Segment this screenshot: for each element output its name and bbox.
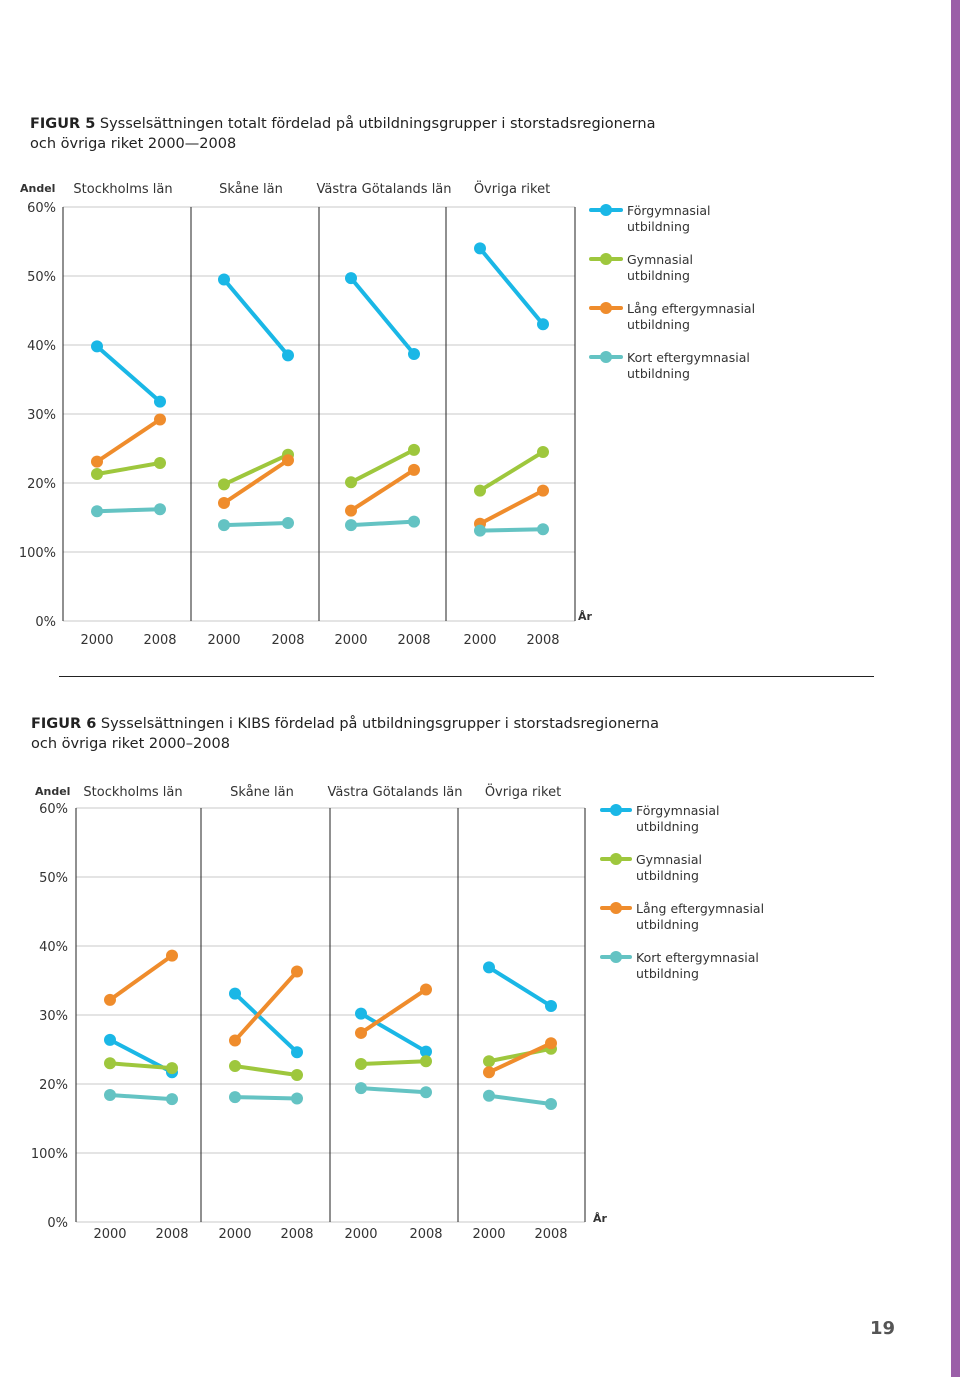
- legend-label-line: utbildning: [627, 366, 690, 381]
- panel-label-skane-lan: Skåne län: [219, 182, 283, 197]
- x-tick-label: 2000: [207, 633, 241, 648]
- legend-swatch-dot: [600, 351, 612, 363]
- x-tick-label: 2000: [463, 633, 497, 648]
- legend-label-gymnasial-utbildning: [636, 852, 702, 883]
- legend-label-lang-eftergymnasial-utbildning: [636, 901, 764, 932]
- data-point-gymnasial-utbildning: [104, 1057, 116, 1069]
- series-line-lang-eftergymnasial-utbildning: [97, 420, 160, 462]
- legend-swatch-dot: [600, 253, 612, 265]
- x-tick-label: 2000: [472, 1227, 506, 1242]
- series-line-kort-eftergymnasial-utbildning: [224, 523, 288, 525]
- data-point-lang-eftergymnasial-utbildning: [483, 1066, 495, 1078]
- y-tick-label: 100%: [30, 1147, 68, 1162]
- figure-5-label: FIGUR 5: [30, 116, 96, 132]
- y-tick-label: 40%: [27, 339, 56, 354]
- x-tick-label: 2008: [526, 633, 560, 648]
- x-tick-label: 2000: [93, 1227, 127, 1242]
- y-tick-label: 40%: [39, 940, 68, 955]
- y-tick-label: 50%: [39, 871, 68, 886]
- page-number: 19: [870, 1318, 896, 1339]
- legend-label-line: Kort eftergymnasial: [636, 950, 759, 965]
- legend-label-forgymnasial-utbildning: [636, 803, 720, 834]
- panel-label-vastra-gotalands-lan: Västra Götalands län: [316, 182, 452, 197]
- data-point-lang-eftergymnasial-utbildning: [355, 1027, 367, 1039]
- data-point-kort-eftergymnasial-utbildning: [104, 1089, 116, 1101]
- data-point-gymnasial-utbildning: [474, 485, 486, 497]
- series-line-kort-eftergymnasial-utbildning: [489, 1096, 551, 1104]
- legend-swatch-dot: [610, 902, 622, 914]
- legend-swatch-dot: [610, 804, 622, 816]
- legend-label-line: Förgymnasial: [636, 803, 720, 818]
- panel-label-stockholms-lan: Stockholms län: [73, 182, 173, 197]
- series-line-lang-eftergymnasial-utbildning: [235, 972, 297, 1041]
- data-point-kort-eftergymnasial-utbildning: [91, 505, 103, 517]
- y-axis-title: Andel: [35, 785, 71, 798]
- panel-label-vastra-gotalands-lan: Västra Götalands län: [327, 785, 463, 800]
- data-point-gymnasial-utbildning: [229, 1060, 241, 1072]
- legend-label-line: Förgymnasial: [627, 203, 711, 218]
- x-tick-label: 2008: [143, 633, 177, 648]
- y-tick-label: 20%: [39, 1078, 68, 1093]
- data-point-kort-eftergymnasial-utbildning: [483, 1090, 495, 1102]
- x-tick-label: 2008: [271, 633, 305, 648]
- data-point-kort-eftergymnasial-utbildning: [355, 1082, 367, 1094]
- panel-label-ovriga-riket: Övriga riket: [484, 785, 562, 800]
- x-tick-label: 2008: [155, 1227, 189, 1242]
- data-point-forgymnasial-utbildning: [483, 961, 495, 973]
- data-point-forgymnasial-utbildning: [355, 1008, 367, 1020]
- legend-label-line: utbildning: [627, 268, 690, 283]
- legend-label-line: utbildning: [636, 966, 699, 981]
- legend-label-gymnasial-utbildning: [627, 252, 693, 283]
- data-point-gymnasial-utbildning: [355, 1058, 367, 1070]
- legend-label-line: utbildning: [636, 868, 699, 883]
- y-tick-label: 60%: [27, 201, 56, 216]
- legend-label-line: Gymnasial: [636, 852, 702, 867]
- data-point-kort-eftergymnasial-utbildning: [545, 1098, 557, 1110]
- legend-label-line: Lång eftergymnasial: [636, 901, 765, 916]
- series-line-forgymnasial-utbildning: [351, 278, 414, 354]
- data-point-kort-eftergymnasial-utbildning: [166, 1093, 178, 1105]
- series-line-gymnasial-utbildning: [235, 1066, 297, 1075]
- figure-6-title: [31, 714, 659, 754]
- series-line-lang-eftergymnasial-utbildning: [361, 989, 426, 1032]
- series-line-kort-eftergymnasial-utbildning: [361, 1088, 426, 1092]
- data-point-kort-eftergymnasial-utbildning: [291, 1092, 303, 1104]
- data-point-forgymnasial-utbildning: [229, 988, 241, 1000]
- series-line-gymnasial-utbildning: [110, 1063, 172, 1068]
- data-point-kort-eftergymnasial-utbildning: [154, 503, 166, 515]
- legend-swatch-dot: [610, 951, 622, 963]
- data-point-forgymnasial-utbildning: [104, 1034, 116, 1046]
- data-point-gymnasial-utbildning: [91, 468, 103, 480]
- series-line-lang-eftergymnasial-utbildning: [110, 956, 172, 1000]
- y-tick-label: 100%: [18, 546, 56, 561]
- data-point-lang-eftergymnasial-utbildning: [104, 994, 116, 1006]
- figure-separator: [59, 676, 874, 677]
- y-tick-label: 60%: [39, 802, 68, 817]
- series-line-forgymnasial-utbildning: [235, 994, 297, 1053]
- series-line-gymnasial-utbildning: [361, 1061, 426, 1064]
- series-line-forgymnasial-utbildning: [224, 279, 288, 355]
- x-tick-label: 2000: [80, 633, 114, 648]
- legend-label-line: utbildning: [627, 219, 690, 234]
- series-line-gymnasial-utbildning: [480, 452, 543, 491]
- data-point-gymnasial-utbildning: [291, 1069, 303, 1081]
- data-point-gymnasial-utbildning: [166, 1062, 178, 1074]
- series-line-forgymnasial-utbildning: [97, 346, 160, 401]
- x-tick-label: 2008: [280, 1227, 314, 1242]
- legend-label-line: utbildning: [636, 917, 699, 932]
- figure-6-title-text: Sysselsättningen i KIBS fördelad på utbildningsgrupper i storstadsregionerna och övriga riket 2000–2008: [31, 716, 659, 752]
- legend-swatch-dot: [600, 204, 612, 216]
- data-point-gymnasial-utbildning: [154, 457, 166, 469]
- data-point-gymnasial-utbildning: [420, 1055, 432, 1067]
- data-point-gymnasial-utbildning: [537, 446, 549, 458]
- data-point-kort-eftergymnasial-utbildning: [420, 1086, 432, 1098]
- y-tick-label: 30%: [27, 408, 56, 423]
- series-line-kort-eftergymnasial-utbildning: [235, 1097, 297, 1098]
- data-point-kort-eftergymnasial-utbildning: [345, 519, 357, 531]
- y-tick-label: 0%: [47, 1216, 68, 1231]
- x-tick-label: 2000: [334, 633, 368, 648]
- series-line-lang-eftergymnasial-utbildning: [480, 491, 543, 524]
- figure-5-title: [30, 114, 655, 154]
- data-point-forgymnasial-utbildning: [154, 396, 166, 408]
- series-line-forgymnasial-utbildning: [361, 1014, 426, 1052]
- panel-label-ovriga-riket: Övriga riket: [473, 182, 551, 197]
- x-tick-label: 2008: [534, 1227, 568, 1242]
- series-line-kort-eftergymnasial-utbildning: [97, 509, 160, 511]
- x-axis-title: År: [578, 610, 592, 623]
- data-point-kort-eftergymnasial-utbildning: [229, 1091, 241, 1103]
- data-point-kort-eftergymnasial-utbildning: [408, 516, 420, 528]
- data-point-lang-eftergymnasial-utbildning: [537, 485, 549, 497]
- legend-label-line: Gymnasial: [627, 252, 693, 267]
- x-tick-label: 2000: [218, 1227, 252, 1242]
- series-line-forgymnasial-utbildning: [489, 967, 551, 1006]
- data-point-lang-eftergymnasial-utbildning: [166, 950, 178, 962]
- data-point-forgymnasial-utbildning: [545, 1000, 557, 1012]
- data-point-kort-eftergymnasial-utbildning: [474, 525, 486, 537]
- legend-label-kort-eftergymnasial-utbildning: [636, 950, 759, 981]
- figure-5-title-text: Sysselsättningen totalt fördelad på utbildningsgrupper i storstadsregionerna och övriga riket 2000—2008: [30, 116, 656, 152]
- legend-label-line: Lång eftergymnasial: [627, 301, 756, 316]
- y-tick-label: 30%: [39, 1009, 68, 1024]
- data-point-lang-eftergymnasial-utbildning: [282, 454, 294, 466]
- x-tick-label: 2008: [397, 633, 431, 648]
- side-accent-stripe: [951, 0, 960, 1377]
- data-point-kort-eftergymnasial-utbildning: [218, 519, 230, 531]
- data-point-lang-eftergymnasial-utbildning: [229, 1035, 241, 1047]
- legend-label-lang-eftergymnasial-utbildning: [627, 301, 755, 332]
- data-point-lang-eftergymnasial-utbildning: [218, 497, 230, 509]
- data-point-gymnasial-utbildning: [345, 476, 357, 488]
- y-tick-label: 20%: [27, 477, 56, 492]
- data-point-forgymnasial-utbildning: [474, 242, 486, 254]
- data-point-lang-eftergymnasial-utbildning: [154, 414, 166, 426]
- legend-swatch-dot: [610, 853, 622, 865]
- data-point-lang-eftergymnasial-utbildning: [420, 983, 432, 995]
- legend-swatch-dot: [600, 302, 612, 314]
- legend-label-kort-eftergymnasial-utbildning: [627, 350, 750, 381]
- data-point-forgymnasial-utbildning: [282, 349, 294, 361]
- data-point-lang-eftergymnasial-utbildning: [291, 966, 303, 978]
- series-line-forgymnasial-utbildning: [480, 248, 543, 324]
- panel-label-stockholms-lan: Stockholms län: [83, 785, 183, 800]
- series-line-kort-eftergymnasial-utbildning: [351, 522, 414, 525]
- legend-label-line: Kort eftergymnasial: [627, 350, 750, 365]
- data-point-forgymnasial-utbildning: [291, 1046, 303, 1058]
- data-point-gymnasial-utbildning: [218, 478, 230, 490]
- data-point-gymnasial-utbildning: [483, 1055, 495, 1067]
- figure-6-chart: [0, 770, 940, 1260]
- y-tick-label: 50%: [27, 270, 56, 285]
- data-point-gymnasial-utbildning: [408, 444, 420, 456]
- data-point-forgymnasial-utbildning: [537, 318, 549, 330]
- figure-6-label: FIGUR 6: [31, 716, 97, 732]
- data-point-forgymnasial-utbildning: [91, 340, 103, 352]
- legend-label-line: utbildning: [627, 317, 690, 332]
- figure-5-chart: [0, 170, 940, 660]
- data-point-forgymnasial-utbildning: [408, 348, 420, 360]
- series-line-kort-eftergymnasial-utbildning: [110, 1095, 172, 1099]
- data-point-forgymnasial-utbildning: [218, 273, 230, 285]
- data-point-lang-eftergymnasial-utbildning: [545, 1037, 557, 1049]
- series-line-kort-eftergymnasial-utbildning: [480, 529, 543, 530]
- data-point-kort-eftergymnasial-utbildning: [537, 523, 549, 535]
- data-point-lang-eftergymnasial-utbildning: [345, 505, 357, 517]
- series-line-gymnasial-utbildning: [97, 463, 160, 474]
- y-tick-label: 0%: [35, 615, 56, 630]
- x-tick-label: 2008: [409, 1227, 443, 1242]
- legend-label-line: utbildning: [636, 819, 699, 834]
- y-axis-title: Andel: [20, 182, 56, 195]
- data-point-kort-eftergymnasial-utbildning: [282, 517, 294, 529]
- data-point-lang-eftergymnasial-utbildning: [408, 464, 420, 476]
- x-tick-label: 2000: [344, 1227, 378, 1242]
- legend-label-forgymnasial-utbildning: [627, 203, 711, 234]
- data-point-lang-eftergymnasial-utbildning: [91, 456, 103, 468]
- data-point-forgymnasial-utbildning: [345, 272, 357, 284]
- panel-label-skane-lan: Skåne län: [230, 785, 294, 800]
- x-axis-title: År: [593, 1212, 607, 1225]
